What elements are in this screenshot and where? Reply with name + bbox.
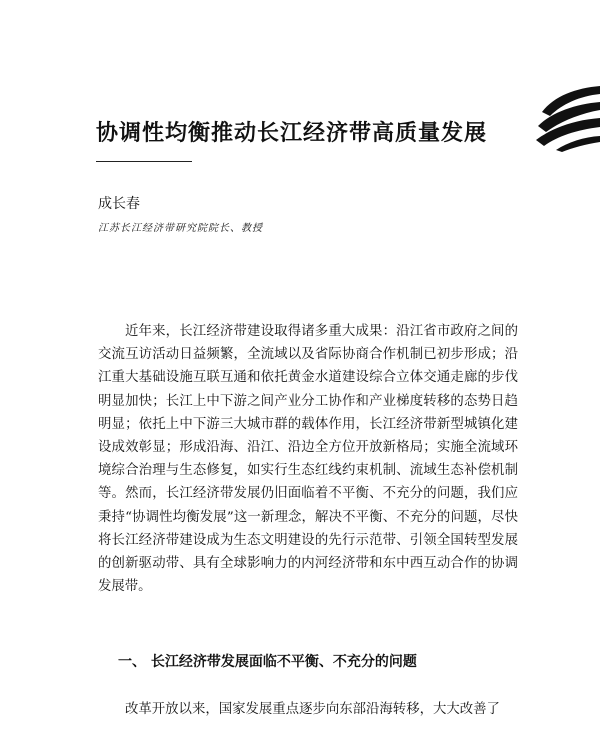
article-title: 协调性均衡推动长江经济带高质量发展 <box>96 120 488 146</box>
author-affiliation: 江苏长江经济带研究院院长、教授 <box>98 223 263 234</box>
section-heading-1: 一、 长江经济带发展面临不平衡、不充分的问题 <box>118 654 417 670</box>
author-name: 成长春 <box>98 196 140 212</box>
body-paragraph-2: 改革开放以来，国家发展重点逐步向东部沿海转移，大大改善了 <box>125 702 500 717</box>
title-divider <box>96 161 192 162</box>
body-paragraph-1: 近年来，长江经济带建设取得诸多重大成果：沿江省市政府之间的交流互访活动日益频繁，全流域以及省际协商合作机制已初步形成；沿江重大基础设施互联互通和依托黄金水道建设综合立体交通走廊的步伐明显加快；长江上中下游之间产业分工协作和产业梯度转移的态势日趋明显；依托上中下游三大城市群的载体作用，长江经济带新型城镇化建设成效彰显；形成沿海、沿江、沿边全方位开放新格局；实施全流域环境综合治理与生态修复，如实行生态红线约束机制、流域生态补偿机制等。然而，长江经济带发展仍旧面临着不平衡、不充分的问题，我们应秉持“协调性均衡发展”这一新理念，解决不平衡、不充分的问题，尽快将长江经济带建设成为生态文明建设的先行示范带、引领全国转型发展的创新驱动带、具有全球影响力的内河经济带和东中西互动合作的协调发展带。 <box>98 324 518 595</box>
brush-stroke-icon <box>536 82 600 152</box>
